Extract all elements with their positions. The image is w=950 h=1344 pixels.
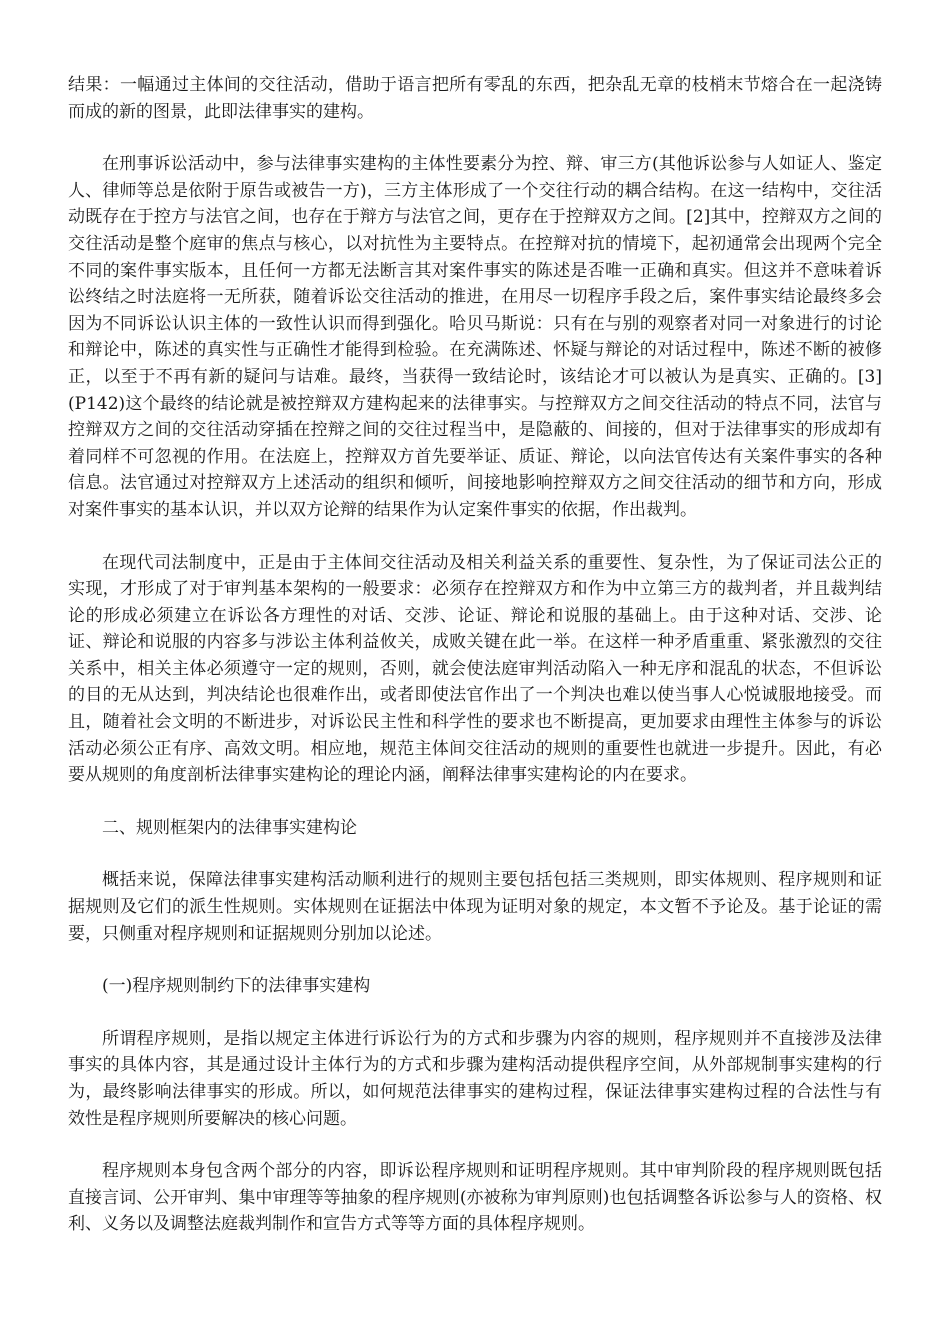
paragraph-rules-summary: 概括来说，保障法律事实建构活动顺利进行的规则主要包括包括三类规则，即实体规则、程序规则和证据规则及它们的派生性规则。实体规则在证据法中体现为证明对象的规定，本文暂不予论及。基于论证的需要，只侧重对程序规则和证据规则分别加以论述。 — [68, 870, 882, 944]
paragraph-modern-judicial-system: 在现代司法制度中，正是由于主体间交往活动及相关利益关系的重要性、复杂性，为了保证司法公正的实现，才形成了对于审判基本架构的一般要求：必须存在控辩双方和作为中立第三方的裁判者，并且裁判结论的形成必须建立在诉讼各方理性的对话、交涉、论证、辩论和说服的基础上。由于这种对话、交涉、论证、辩论和说服的内容多与涉讼主体利益攸关，成败关键在此一举。在这样一种矛盾重重、紧张激烈的交往关系中，相关主体必须遵守一定的规则，否则，就会使法庭审判活动陷入一种无序和混乱的状态，不但诉讼的目的无从达到，判决结论也很难作出，或者即使法官作出了一个判决也难以使当事人心悦诚服地接受。而且，随着社会文明的不断进步，对诉讼民主性和科学性的要求也不断提高，更加要求由理性主体参与的诉讼活动必须公正有序、高效文明。相应地，规范主体间交往活动的规则的重要性也就进一步提升。因此，有必要从规则的角度剖析法律事实建构论的理论内涵，阐释法律事实建构论的内在要求。 — [68, 552, 882, 786]
section-heading-rules-framework: 二、规则框架内的法律事实建构论 — [102, 817, 357, 838]
subsection-heading-procedural-rules: (一)程序规则制约下的法律事实建构 — [102, 976, 371, 997]
paragraph-procedural-rules-content: 程序规则本身包含两个部分的内容，即诉讼程序规则和证明程序规则。其中审判阶段的程序规则既包括直接言词、公开审判、集中审理等等抽象的程序规则(亦被称为审判原则)也包括调整各诉讼参与人的资格、权利、义务以及调整法庭裁判制作和宣告方式等等方面的具体程序规则。 — [68, 1161, 882, 1235]
paragraph-procedural-rules-definition: 所谓程序规则，是指以规定主体进行诉讼行为的方式和步骤为内容的规则，程序规则并不直接涉及法律事实的具体内容，其是通过设计主体行为的方式和步骤为建构活动提供程序空间，从外部规制事实建构的行为，最终影响法律事实的形成。所以，如何规范法律事实的建构过程，保证法律事实建构过程的合法性与有效性是程序规则所要解决的核心问题。 — [68, 1028, 882, 1129]
paragraph-criminal-procedure: 在刑事诉讼活动中，参与法律事实建构的主体性要素分为控、辩、审三方(其他诉讼参与人如证人、鉴定人、律师等总是依附于原告或被告一方)，三方主体形成了一个交往行动的耦合结构。在这一结构中，交往活动既存在于控方与法官之间，也存在于辩方与法官之间，更存在于控辩双方之间。[2]其中，控辩双方之间的交往活动是整个庭审的焦点与核心，以对抗性为主要特点。在控辩对抗的情境下，起初通常会出现两个完全不同的案件事实版本，且任何一方都无法断言其对案件事实的陈述是否唯一正确和真实。但这并不意味着诉讼终结之时法庭将一无所获，随着诉讼交往活动的推进，在用尽一切程序手段之后，案件事实结论最终多会因为不同诉讼认识主体的一致性认识而得到强化。哈贝马斯说：只有在与别的观察者对同一对象进行的讨论和辩论中，陈述的真实性与正确性才能得到检验。在充满陈述、怀疑与辩论的对话过程中，陈述不断的被修正，以至于不再有新的疑问与诘难。最终，当获得一致结论时，该结论才可以被认为是真实、正确的。[3](P142)这个最终的结论就是被控辩双方建构起来的法律事实。与控辩双方之间交往活动的特点不同，法官与控辩双方之间的交往活动穿插在控辩之间的交往过程当中，是隐蔽的、间接的，但对于法律事实的形成却有着同样不可忽视的作用。在法庭上，控辩双方首先要举证、质证、辩论，以向法官传达有关案件事实的各种信息。法官通过对控辩双方上述活动的组织和倾听，间接地影响控辩双方之间交往活动的细节和方向，形成对案件事实的基本认识，并以双方论辩的结果作为认定案件事实的依据，作出裁判。 — [68, 154, 882, 520]
document-page — [68, 72, 882, 1264]
paragraph-conclusion: 结果：一幅通过主体间的交往活动，借助于语言把所有零乱的东西，把杂乱无章的枝梢末节熔合在一起浇铸而成的新的图景，此即法律事实的建构。 — [68, 75, 882, 122]
